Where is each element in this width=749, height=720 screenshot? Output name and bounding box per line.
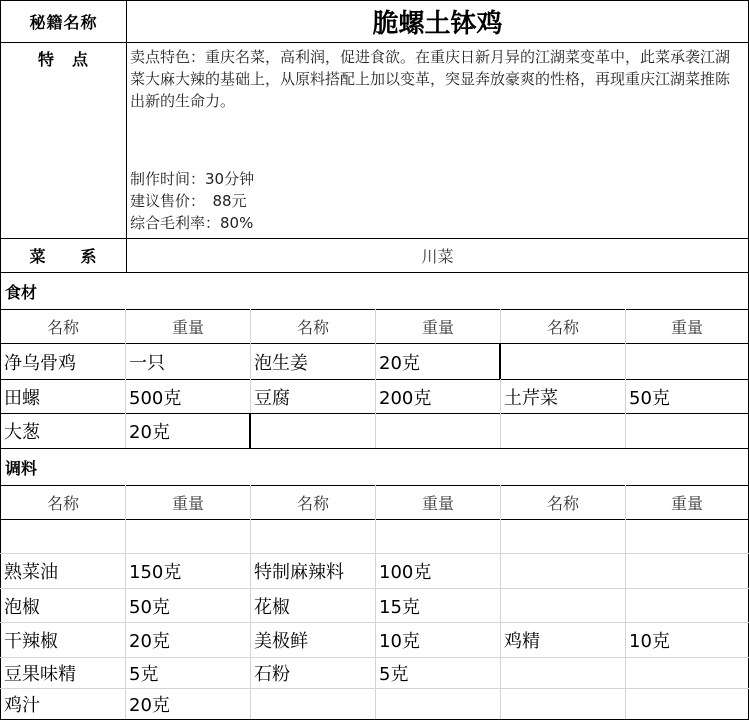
sea-r2-weight-1: 150克 <box>129 562 182 583</box>
recipe-name-label: 秘籍名称 <box>29 13 98 32</box>
cuisine-label: 菜 系 <box>29 247 98 266</box>
sea-header-weight-3: 重量 <box>670 494 703 513</box>
ing-r1-weight-3 <box>626 344 748 379</box>
sea-r4-weight-1: 20克 <box>129 631 170 652</box>
sea-r3-name-2: 花椒 <box>254 596 290 618</box>
sea-r2-name-2: 特制麻辣料 <box>254 562 344 583</box>
sea-r3-name-1: 泡椒 <box>4 596 40 618</box>
sea-r1-name-1 <box>1 520 125 553</box>
sea-r5-name-2: 石粉 <box>254 664 290 685</box>
gross-margin: 综合毛利率：80% <box>130 214 254 232</box>
ing-r2-name-2: 豆腐 <box>254 387 290 409</box>
sea-r2-name-3 <box>501 554 625 588</box>
ing-r3-name-1: 大葱 <box>4 422 40 443</box>
ing-r3-weight-1: 20克 <box>129 422 170 443</box>
sea-header-name-1: 名称 <box>46 494 79 513</box>
ing-r1-name-2: 泡生姜 <box>254 352 308 374</box>
features-divider <box>126 42 127 238</box>
sea-r4-name-2: 美极鲜 <box>254 631 308 652</box>
suggested-price: 建议售价： 88元 <box>130 192 247 210</box>
features-label: 特 点 <box>37 49 89 69</box>
sea-r4-name-3: 鸡精 <box>504 631 540 652</box>
ing-r2-weight-2: 200克 <box>379 387 432 409</box>
ing-r1-weight-1: 一只 <box>129 352 165 374</box>
sea-r5-weight-1: 5克 <box>129 664 159 685</box>
sea-r1-weight-1 <box>126 520 250 553</box>
ing-r3-name-2 <box>251 414 375 448</box>
sea-r5-name-1: 豆果味精 <box>4 664 76 685</box>
sea-r6-weight-3 <box>626 689 748 719</box>
ing-r2-name-1: 田螺 <box>4 387 40 409</box>
cuisine-value: 川菜 <box>421 247 454 266</box>
sea-r5-weight-3 <box>626 658 748 688</box>
sea-r6-name-1: 鸡汁 <box>4 695 40 716</box>
sea-r2-weight-3 <box>626 554 748 588</box>
sea-r4-weight-2: 10克 <box>379 631 420 652</box>
sea-r5-weight-2: 5克 <box>379 664 409 685</box>
ing-r1-weight-2: 20克 <box>379 352 420 374</box>
features-intro-text: 卖点特色：重庆名菜，高利润，促进食欲。在重庆日新月异的江湖菜变革中，此菜承袭江湖菜大麻大辣的基础上，从原料搭配上加以变革，突显奔放豪爽的性格，再现重庆江湖菜推陈出新的生命力。 <box>130 48 731 110</box>
sea-r1-name-2 <box>251 520 375 553</box>
sea-r4-name-1: 干辣椒 <box>4 631 58 652</box>
sea-r4-weight-3: 10克 <box>629 631 670 652</box>
sea-r3-weight-2: 15克 <box>379 596 420 618</box>
sea-r1-weight-2 <box>376 520 500 553</box>
ing-r2-name-3: 土芹菜 <box>504 387 558 409</box>
sea-r1-name-3 <box>501 520 625 553</box>
ing-r1-name-3 <box>501 344 625 379</box>
recipe-title: 脆螺土钵鸡 <box>372 9 503 39</box>
prep-time: 制作时间：30分钟 <box>130 170 255 188</box>
ing-header-name-2: 名称 <box>296 318 329 337</box>
ing-r2-weight-3: 50克 <box>629 387 670 409</box>
ing-header-weight-1: 重量 <box>171 318 204 337</box>
sea-r1-weight-3 <box>626 520 748 553</box>
sea-header-weight-2: 重量 <box>421 494 454 513</box>
ing-r2-weight-1: 500克 <box>129 387 182 409</box>
ingredients-section-title: 食材 <box>5 282 38 302</box>
sea-r2-name-1: 熟菜油 <box>4 562 58 583</box>
sea-r5-name-3 <box>501 658 625 688</box>
ing-header-weight-3: 重量 <box>670 318 703 337</box>
ing-r3-weight-3 <box>626 414 748 448</box>
ing-r3-weight-2 <box>376 414 500 448</box>
sea-r3-name-3 <box>501 589 625 622</box>
sea-header-weight-1: 重量 <box>171 494 204 513</box>
ing-header-weight-2: 重量 <box>421 318 454 337</box>
sea-r3-weight-3 <box>626 589 748 622</box>
ing-r1-name-1: 净乌骨鸡 <box>4 352 76 374</box>
seasonings-section-title: 调料 <box>5 458 38 478</box>
sea-r6-name-3 <box>501 689 625 719</box>
ing-r3-name-3 <box>501 414 625 448</box>
features-details <box>130 168 430 234</box>
sea-header-name-2: 名称 <box>296 494 329 513</box>
sea-r2-weight-2: 100克 <box>379 562 432 583</box>
sea-r6-weight-2 <box>376 689 500 719</box>
sea-r3-weight-1: 50克 <box>129 596 170 618</box>
sea-r6-name-2 <box>251 689 375 719</box>
ing-header-name-1: 名称 <box>46 318 79 337</box>
sea-header-name-3: 名称 <box>546 494 579 513</box>
features-intro <box>130 46 744 112</box>
sea-r6-weight-1: 20克 <box>129 695 170 716</box>
title-row-bottom <box>0 42 749 43</box>
ing-header-name-3: 名称 <box>546 318 579 337</box>
